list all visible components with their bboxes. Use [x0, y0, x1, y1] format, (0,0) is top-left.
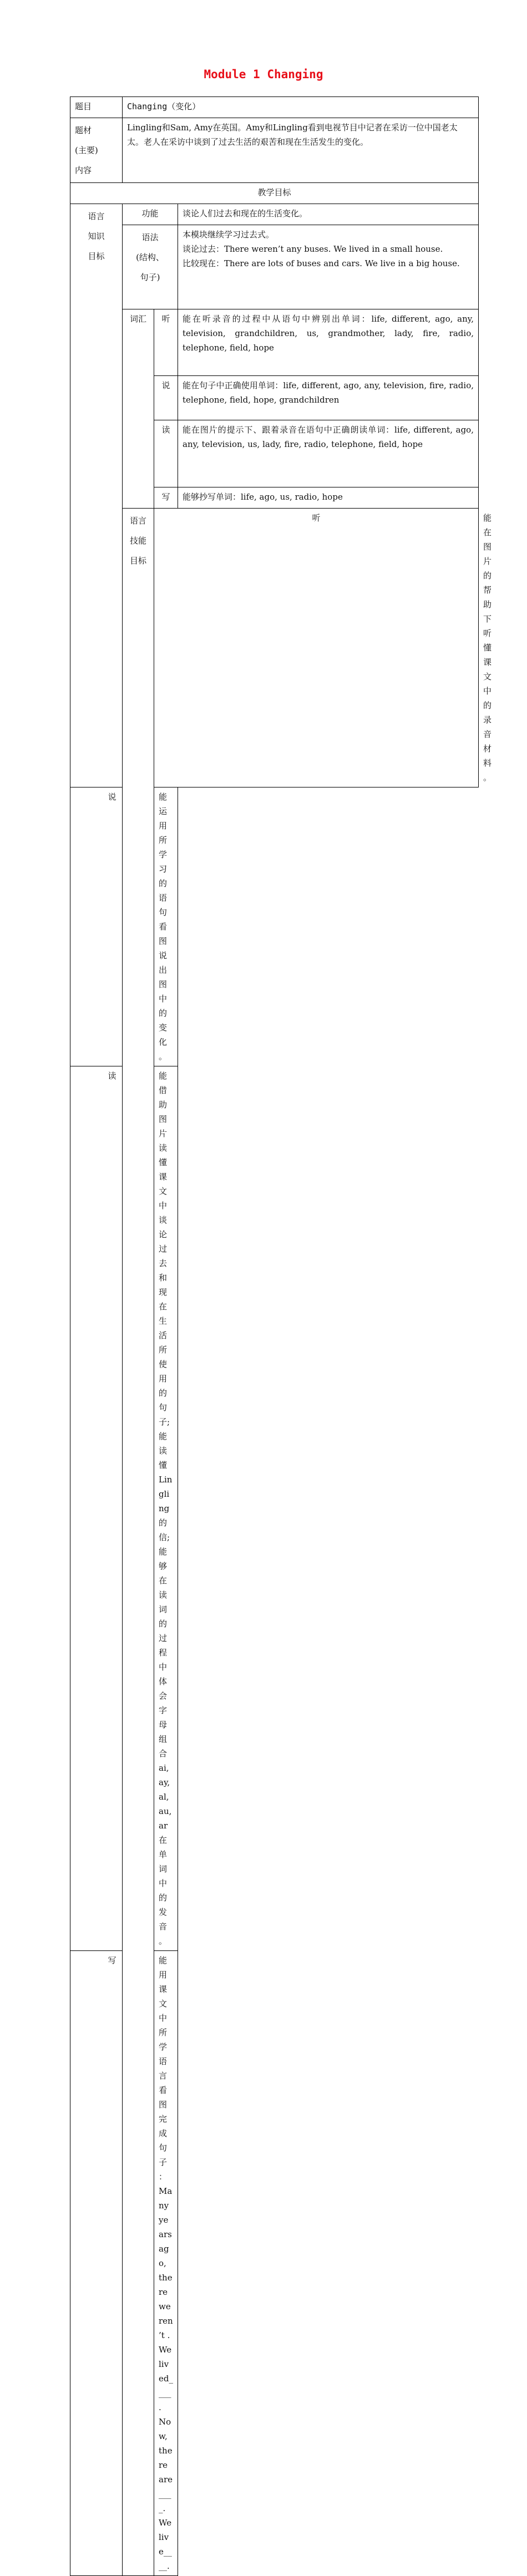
function-row [70, 204, 479, 225]
lesson-plan-table [70, 96, 492, 2576]
skills-speak-label: 说 [70, 787, 154, 1066]
grammar-line: 谈论过去：There weren’t any buses. We lived in a small house. [183, 244, 443, 254]
knowledge-label-line: 知识 [88, 231, 105, 241]
topic-value: Changing（变化） [123, 97, 479, 118]
skills-speak-value: 能运用所学习的语句看图说出图中的变化。 [154, 787, 178, 1066]
content-label-line: 题材 [75, 125, 92, 135]
content-row [70, 118, 479, 183]
knowledge-label-line: 语言 [88, 211, 105, 221]
grammar-label-line: (结构、 [136, 252, 164, 262]
vocab-read-value: 能在图片的提示下、跟着录音在语句中正确朗读单词：life, different, ago, any, television, us, lady, fire, radio, telephone, field, hope [178, 420, 479, 487]
skills-read-line: 能读懂Lingling的信; [159, 1431, 173, 1542]
vocab-read-label: 读 [154, 420, 178, 487]
vocab-write-label: 写 [154, 487, 178, 509]
skills-read-value [154, 1066, 178, 1951]
vocab-speak-label: 说 [154, 376, 178, 420]
function-label: 功能 [123, 204, 178, 225]
function-value: 谈论人们过去和现在的生活变化。 [178, 204, 479, 225]
document-title: Module 1 Changing [204, 68, 323, 81]
content-label-line: 内容 [75, 165, 92, 175]
goals-header-row [70, 183, 479, 204]
skills-read-line: 能借助图片读懂课文中谈论过去和现在生活所使用的句子; [159, 1071, 170, 1427]
skills-read-label: 读 [70, 1066, 154, 1951]
skills-write-row [70, 1951, 479, 2576]
skills-speak-row [70, 787, 479, 1066]
grammar-label-line: 句子) [140, 272, 160, 282]
grammar-line: 本模块继续学习过去式。 [183, 230, 275, 240]
skills-listen-label: 听 [154, 509, 479, 787]
topic-row [70, 97, 479, 118]
goals-header: 教学目标 [70, 183, 479, 204]
content-label [70, 118, 123, 183]
grammar-line: 比较现在：There are lots of buses and cars. We live in a big house. [183, 258, 460, 268]
skills-write-label: 写 [70, 1951, 154, 2576]
skills-label-line: 语言 [129, 516, 146, 526]
skills-write-value: 能用课文中所学语言看图完成句子：Many years ago, there weren’t . We lived____. Now, there are____.We live____. [154, 1951, 178, 2576]
vocab-speak-value: 能在句子中正确使用单词：life, different, ago, any, television, fire, radio, telephone, field, hope, grandchildren [178, 376, 479, 420]
vocab-write-value: 能够抄写单词：life, ago, us, radio, hope [178, 487, 479, 509]
grammar-value [178, 225, 479, 309]
content-value: Lingling和Sam, Amy在英国。Amy和Lingling看到电视节目中记者在采访一位中国老太太。老人在采访中谈到了过去生活的艰苦和现在生活发生的变化。 [123, 118, 479, 183]
skills-label-line: 目标 [129, 556, 146, 566]
grammar-label [123, 225, 178, 309]
grammar-label-line: 语法 [141, 232, 159, 242]
skills-listen-row: 语言 技能 目标 听 能在图片的帮助下听懂课文中的录音材料。 [70, 509, 479, 787]
vocab-listen-value: 能在听录音的过程中从语句中辨别出单词：life, different, ago, any, television, grandchildren, us, grandmother, lady, fire, radio, telephone, field, hope [178, 309, 479, 376]
knowledge-label-line: 目标 [88, 251, 105, 261]
knowledge-goals-label [70, 204, 123, 787]
vocab-listen-label: 听 [154, 309, 178, 376]
vocab-label: 词汇 [123, 309, 154, 509]
skills-label-line: 技能 [129, 536, 146, 546]
topic-label: 题目 [70, 97, 123, 118]
grammar-row [70, 225, 479, 309]
vocab-listen-row [70, 309, 479, 376]
skills-read-row [70, 1066, 479, 1951]
content-label-line: (主要) [75, 145, 98, 155]
skills-read-line: 能够在读词的过程中体会字母组合ai, ay, al, au, ar在单词中的发音。 [159, 1547, 172, 1946]
